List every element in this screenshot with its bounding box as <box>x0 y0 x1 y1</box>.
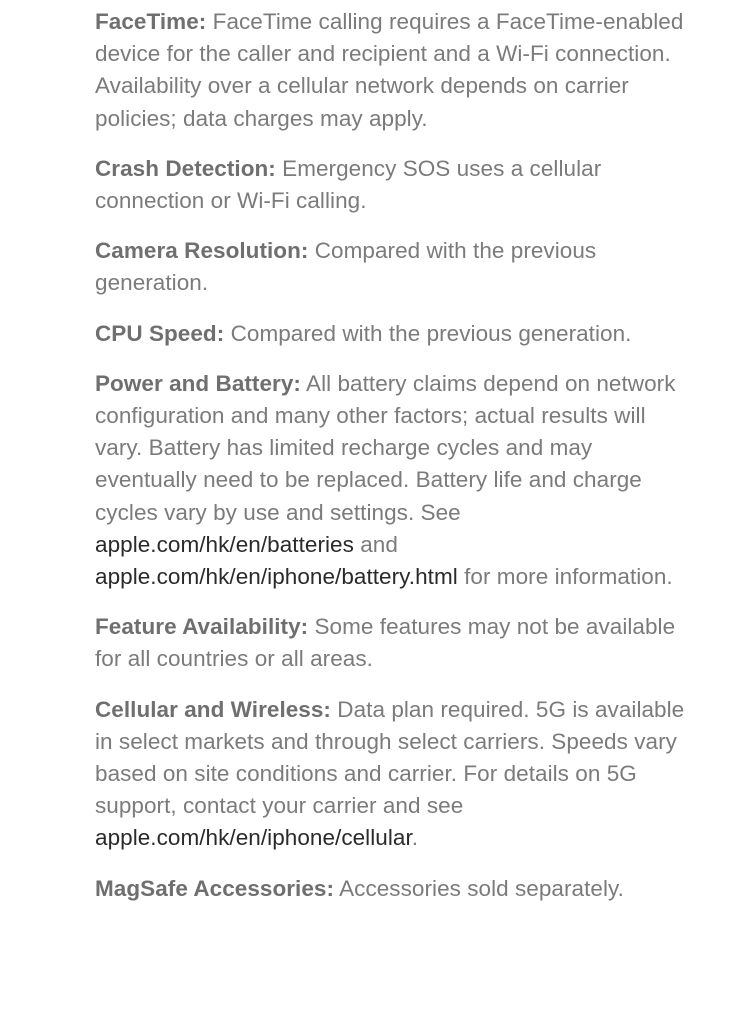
footnote-text: Data plan required. 5G is available in select markets and through select carriers. Speeds vary based on site conditions and carrier. For details on 5G support, contact your carrier and see <box>95 696 685 819</box>
footnote-cpu-speed <box>95 318 695 350</box>
footnote-facetime <box>95 6 695 135</box>
footnote-title: Cellular and Wireless: <box>95 696 331 722</box>
footnote-text: Compared with the previous generation. <box>95 238 597 296</box>
footnote-title: CPU Speed: <box>95 320 225 346</box>
footnote-title: MagSafe Accessories: <box>95 875 335 901</box>
footnote-text: FaceTime calling requires a FaceTime-enabled device for the caller and recipient and a Wi-Fi connection. Availability over a cellular network depends on carrier policies; data charges may apply. <box>95 9 684 131</box>
footnote-text: Accessories sold separately. <box>334 875 624 901</box>
footnote-text: and <box>353 531 398 557</box>
footnote-title: Camera Resolution: <box>95 238 309 264</box>
footnote-text: Emergency SOS uses a cellular connection or Wi-Fi calling. <box>95 155 602 214</box>
footnote-text: Compared with the previous generation. <box>224 320 632 346</box>
footnote-magsafe-accessories <box>95 873 695 905</box>
battery-html-link[interactable]: apple.com/hk/en/iphone/battery.html <box>95 564 458 590</box>
footnote-camera-resolution <box>95 235 695 299</box>
footnote-title: Feature Availability: <box>95 614 309 640</box>
footnote-text: . <box>411 825 419 851</box>
cellular-link[interactable]: apple.com/hk/en/iphone/cellular <box>95 825 412 851</box>
footnote-text: Some features may not be available for all countries or all areas. <box>95 614 676 672</box>
footnote-text: for more information. <box>457 564 673 590</box>
footnote-title: Crash Detection: <box>95 155 276 181</box>
footnote-title: FaceTime: <box>95 9 207 34</box>
footnote-text: All battery claims depend on network configuration and many other factors; actual results will vary. Battery has limited recharge cycles and may eventually need to be replaced. Battery life and charge cycles vary by use and settings. See <box>95 370 676 525</box>
footnote-title: Power and Battery: <box>95 370 301 396</box>
footnote-feature-availability <box>95 611 695 675</box>
footnote-power-battery <box>95 368 695 593</box>
batteries-link[interactable]: apple.com/hk/en/batteries <box>95 531 354 557</box>
footnote-cellular-wireless <box>95 694 695 855</box>
footnotes-list <box>95 6 695 923</box>
footnote-crash-detection <box>95 153 695 217</box>
